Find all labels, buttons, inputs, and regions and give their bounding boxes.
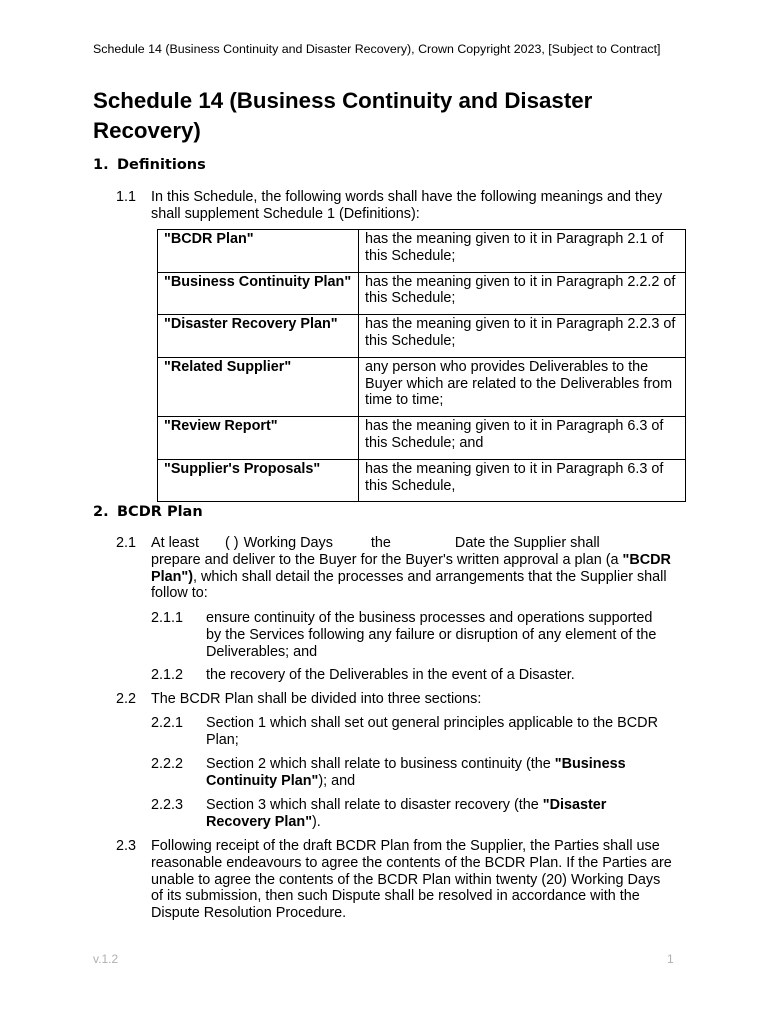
subclause-text: Section 1 which shall set out general principles applicable to the BCDR Plan;: [206, 715, 658, 748]
version-label: v.1.2: [93, 952, 119, 966]
lead-at-least: At least: [151, 535, 199, 551]
definitions-table: [157, 229, 686, 502]
subclause-text-before: Section 3 which shall relate to disaster recovery (the: [206, 797, 543, 813]
clause-2-3: [116, 838, 676, 922]
clause-text: The BCDR Plan shall be divided into three sections:: [151, 691, 482, 707]
clause-2-1: [116, 535, 676, 602]
clause-text: [151, 535, 676, 602]
table-row: [158, 459, 686, 502]
clause-2-2: [116, 691, 676, 708]
definition-meaning: has the meaning given to it in Paragraph 6.3 of this Schedule; and: [359, 417, 686, 460]
section-heading-definitions: [93, 156, 206, 174]
subclause-2-2-3: [151, 797, 671, 831]
definition-meaning: has the meaning given to it in Paragraph 6.3 of this Schedule,: [359, 459, 686, 502]
definition-term: "Related Supplier": [158, 357, 359, 416]
definition-term: "Disaster Recovery Plan": [158, 315, 359, 358]
bcdr-plan-term: "BCDR Plan"): [151, 551, 671, 585]
subclause-text: [206, 797, 671, 831]
document-title: Schedule 14 (Business Continuity and Disaster Recovery): [93, 88, 593, 143]
subclause-text: the recovery of the Deliverables in the event of a Disaster.: [206, 667, 575, 683]
lead-working-days: Working Days: [243, 535, 333, 551]
clause-1-1: [116, 189, 676, 223]
subclause-2-1-1: [151, 610, 671, 660]
table-row: [158, 417, 686, 460]
subclause-number: 2.2.3: [151, 797, 184, 813]
clause-number: 2.1: [116, 535, 137, 551]
clause-text: Following receipt of the draft BCDR Plan from the Supplier, the Parties shall use reasonable endeavours to agree the contents of the BCDR Plan. If the Parties are unable to agree the contents of the BCDR Plan within twenty (20) Working Days of its submission, then such Dispute shall be resolved in accordance with the Dispute Resolution Procedure.: [151, 838, 672, 922]
section-title: Definitions: [117, 157, 206, 173]
lead-date: Date the Supplier shall: [454, 535, 600, 551]
subclause-text-before: Section 2 which shall relate to business continuity (the: [206, 756, 555, 772]
subclause-number: 2.1.1: [151, 610, 184, 626]
clause-text-before: prepare and deliver to the Buyer for the Buyer's written approval a plan (a: [151, 551, 619, 568]
table-row: [158, 315, 686, 358]
definition-term: "Business Continuity Plan": [158, 272, 359, 315]
table-row: [158, 272, 686, 315]
section-title: BCDR Plan: [117, 504, 203, 520]
subclause-number: 2.2.2: [151, 756, 184, 772]
definition-term: "BCDR Plan": [158, 230, 359, 273]
definition-meaning: has the meaning given to it in Paragraph 2.1 of this Schedule;: [359, 230, 686, 273]
clause-number: 2.2: [116, 691, 137, 707]
lead-the: the: [370, 535, 391, 551]
clause-text: In this Schedule, the following words shall have the following meanings and they shall supplement Schedule 1 (Definitions):: [151, 189, 663, 222]
business-continuity-plan-term: "Business Continuity Plan": [206, 756, 626, 789]
section-number: 2.: [93, 504, 109, 520]
definition-meaning: has the meaning given to it in Paragraph 2.2.2 of this Schedule;: [359, 272, 686, 315]
clause-text-after: , which shall detail the processes and arrangements that the Supplier shall follow to:: [151, 568, 667, 602]
disaster-recovery-plan-term: "Disaster Recovery Plan": [206, 797, 607, 830]
definition-term: "Supplier's Proposals": [158, 459, 359, 502]
clause-number: 1.1: [116, 189, 137, 205]
definition-meaning: has the meaning given to it in Paragraph 2.2.3 of this Schedule;: [359, 315, 686, 358]
subclause-text-after: ).: [312, 813, 321, 830]
subclause-2-1-2: [151, 667, 671, 684]
clause-lead-line: [151, 535, 676, 552]
table-row: [158, 357, 686, 416]
running-header: Schedule 14 (Business Continuity and Disaster Recovery), Crown Copyright 2023, [Subject to Contract]: [93, 42, 661, 56]
definition-term: "Review Report": [158, 417, 359, 460]
subclause-number: 2.2.1: [151, 715, 184, 731]
subclause-number: 2.1.2: [151, 667, 184, 683]
subclause-2-2-1: [151, 715, 671, 749]
page-number: 1: [667, 952, 674, 966]
subclause-2-2-2: [151, 756, 671, 790]
table-row: [158, 230, 686, 273]
subclause-text-after: ); and: [318, 772, 356, 789]
subclause-text: [206, 756, 671, 790]
blank-parentheses: ( ): [225, 535, 239, 551]
definition-meaning: any person who provides Deliverables to the Buyer which are related to the Deliverables from time to time;: [359, 357, 686, 416]
section-number: 1.: [93, 157, 109, 173]
clause-number: 2.3: [116, 838, 137, 854]
section-heading-bcdr-plan: [93, 503, 203, 521]
subclause-text: ensure continuity of the business processes and operations supported by the Services following any failure or disruption of any element of the Deliverables; and: [206, 610, 657, 660]
